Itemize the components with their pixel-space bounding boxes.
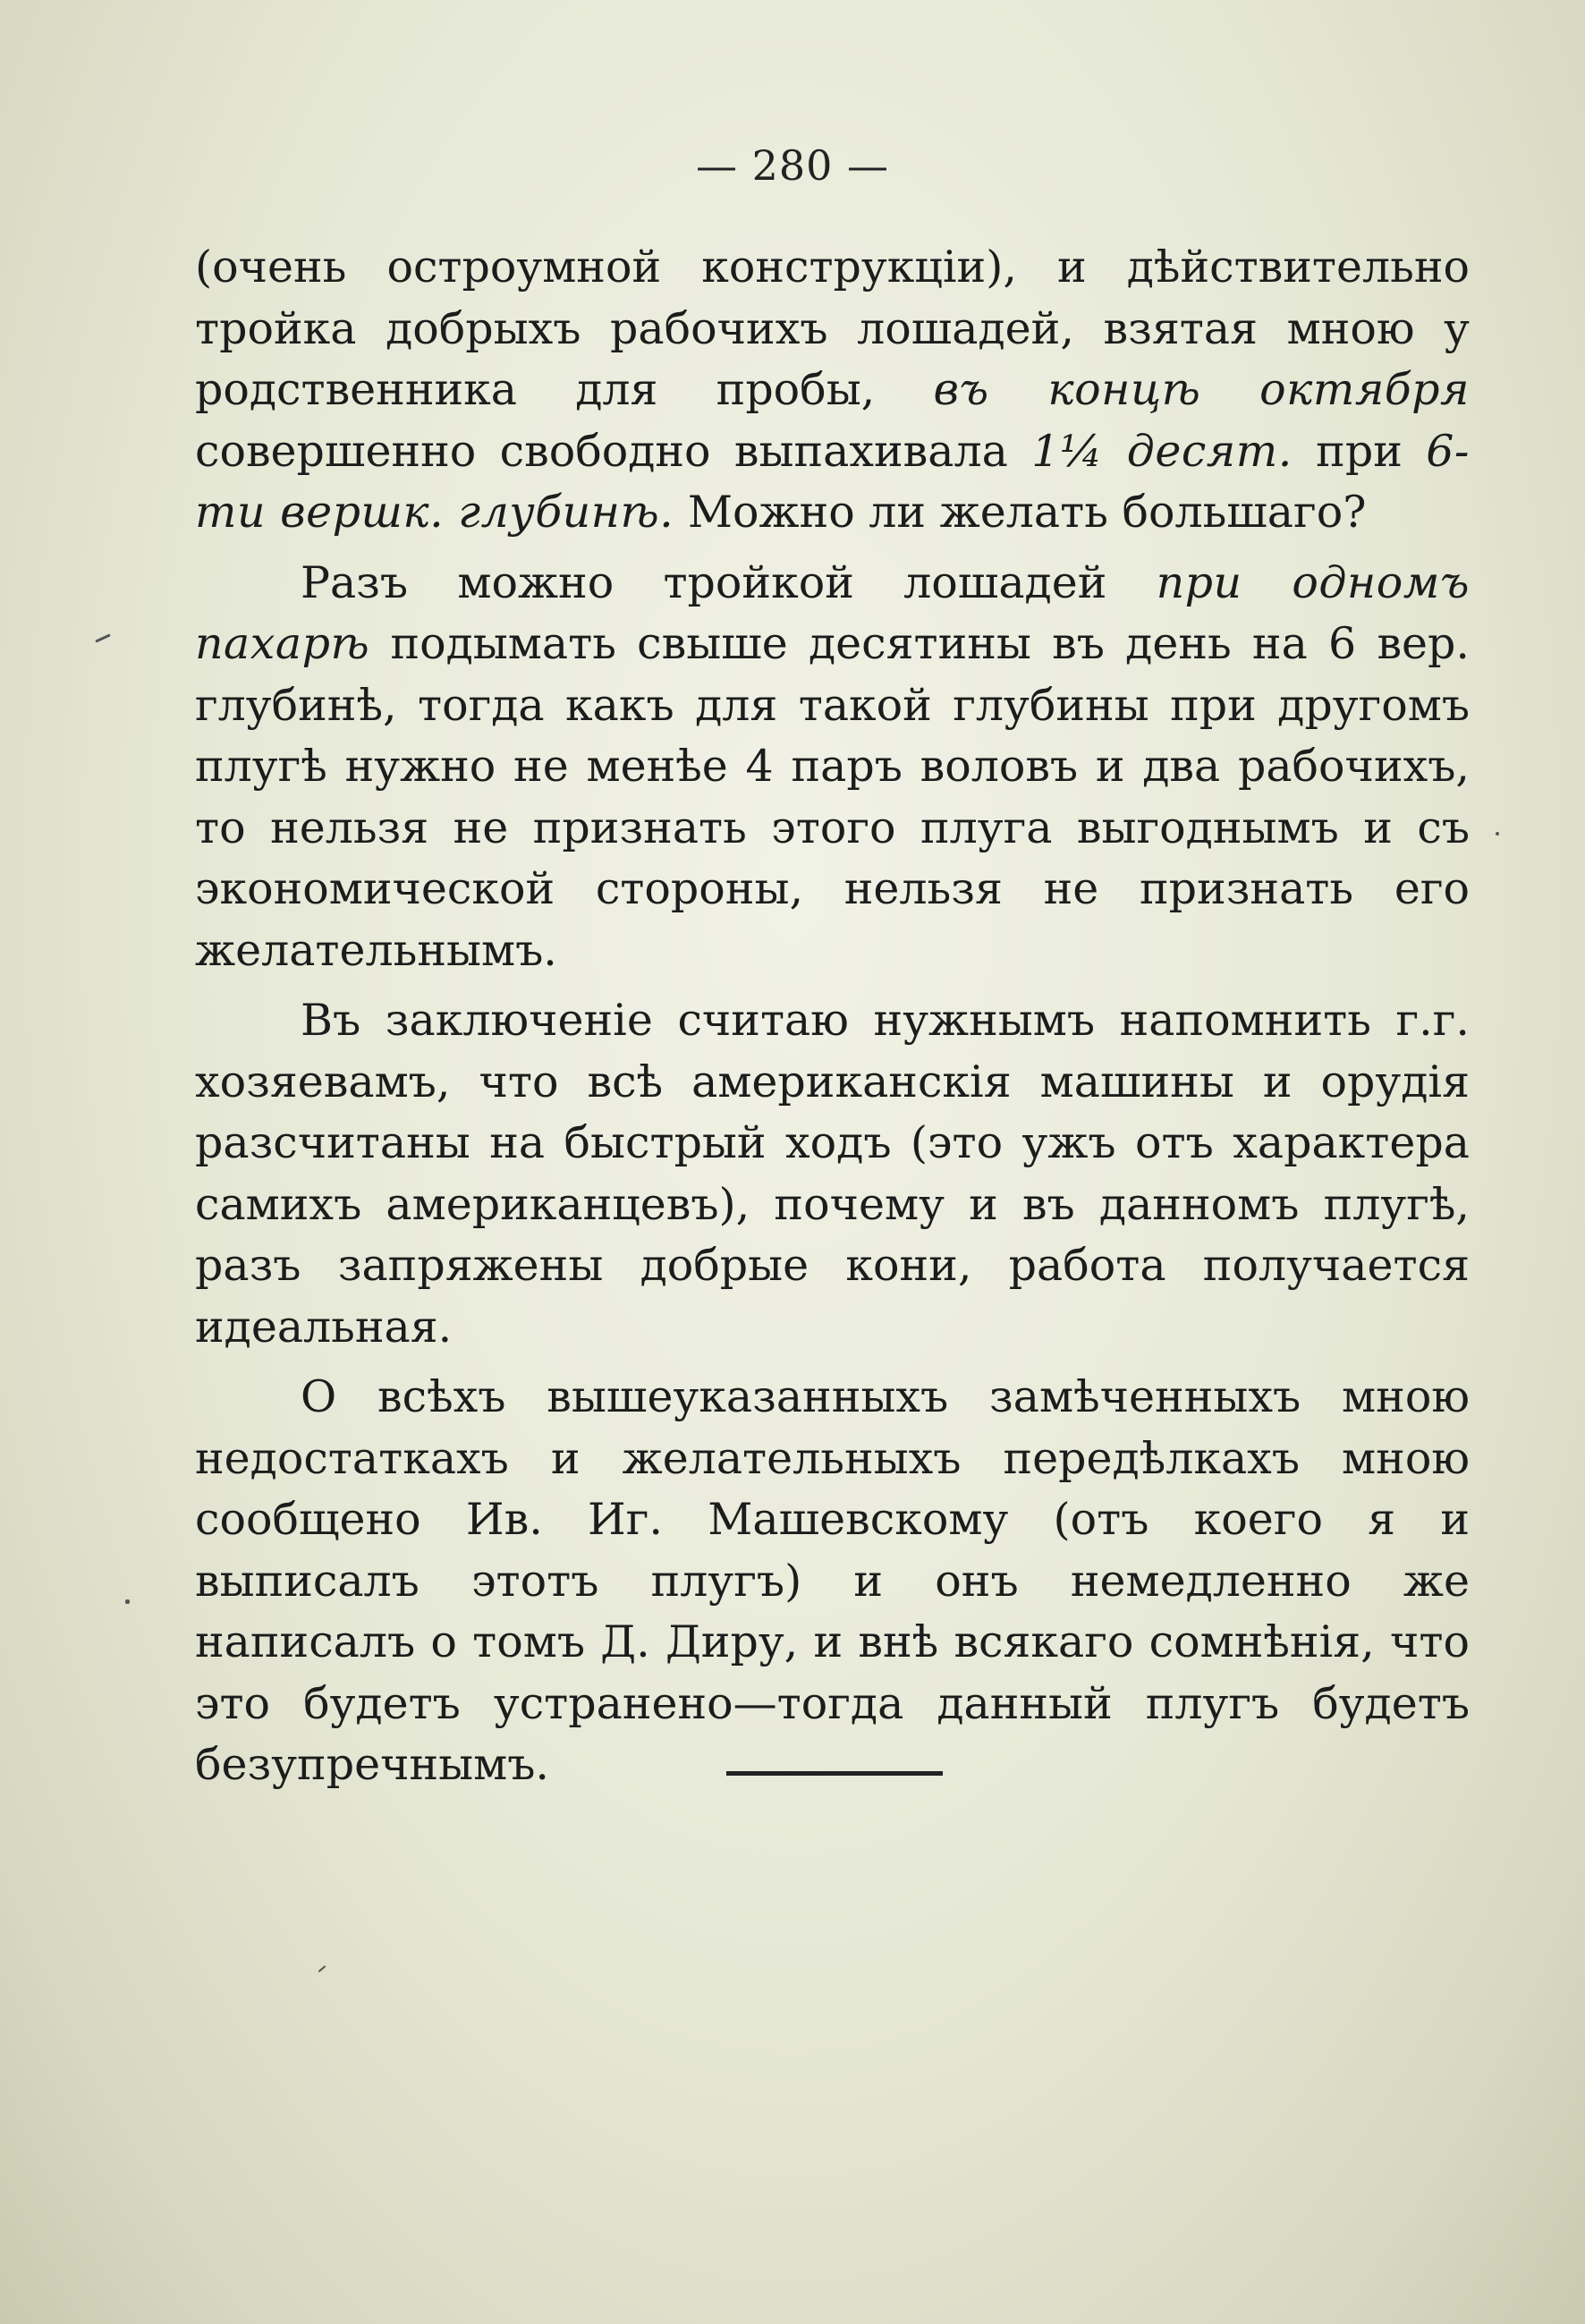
text-segment: подымать свыше десятины въ день на 6 вер. глубинѣ, тогда какъ для такой глубины при другомъ плугѣ нужно не менѣе 4 паръ воловъ и два рабочихъ, то нельзя не признать этого плуга выгоднымъ и съ экономической стороны, нельзя не признать его желательнымъ. xyxy=(195,618,1470,976)
body-text xyxy=(195,237,1470,1805)
paragraph-2 xyxy=(195,553,1470,982)
end-rule-divider xyxy=(726,1771,943,1776)
scan-speck xyxy=(125,1599,130,1604)
paragraph-3 xyxy=(195,990,1470,1358)
text-segment: О всѣхъ вышеуказанныхъ замѣченныхъ мною недостаткахъ и желательныхъ передѣлкахъ мною сообщено Ив. Иг. Машевскому (отъ коего я и выписалъ этотъ плугъ) и онъ немедленно же написалъ о томъ Д. Диру, и внѣ всякаго сомнѣнія, что это будетъ устранено—тогда данный плугъ будетъ безупречнымъ. xyxy=(195,1371,1470,1790)
italic-segment: въ концѣ октября xyxy=(933,364,1470,415)
text-segment: Въ заключеніе считаю нужнымъ напомнить г.г. хозяевамъ, что всѣ американскія машины и орудія разсчитаны на быстрый ходъ (это ужъ отъ характера самихъ американцевъ), почему и въ данномъ плугѣ, разъ запряжены добрые кони, работа получается идеальная. xyxy=(195,995,1470,1353)
scan-speck xyxy=(318,1965,326,1972)
page-number: — 280 — xyxy=(695,141,890,190)
text-segment: Можно ли желать большаго? xyxy=(674,487,1367,538)
italic-segment: при одномъ пахарѣ xyxy=(195,556,1470,669)
text-segment: при xyxy=(1292,425,1427,477)
text-segment: совершенно свободно выпахивала xyxy=(195,425,1032,477)
scan-speck xyxy=(1496,832,1499,835)
italic-segment: 6-ти вершк. глубинѣ. xyxy=(195,425,1470,538)
paragraph-4 xyxy=(195,1367,1470,1796)
text-segment: (очень остроумной конструкціи), и дѣйствительно тройка добрыхъ рабочихъ лошадей, взятая мною у родственника для пробы, xyxy=(195,242,1470,415)
paragraph-1 xyxy=(195,237,1470,544)
text-segment: Разъ можно тройкой лошадей xyxy=(301,556,1157,608)
italic-segment: 1¼ десят. xyxy=(1031,425,1293,477)
scan-speck xyxy=(95,633,111,642)
